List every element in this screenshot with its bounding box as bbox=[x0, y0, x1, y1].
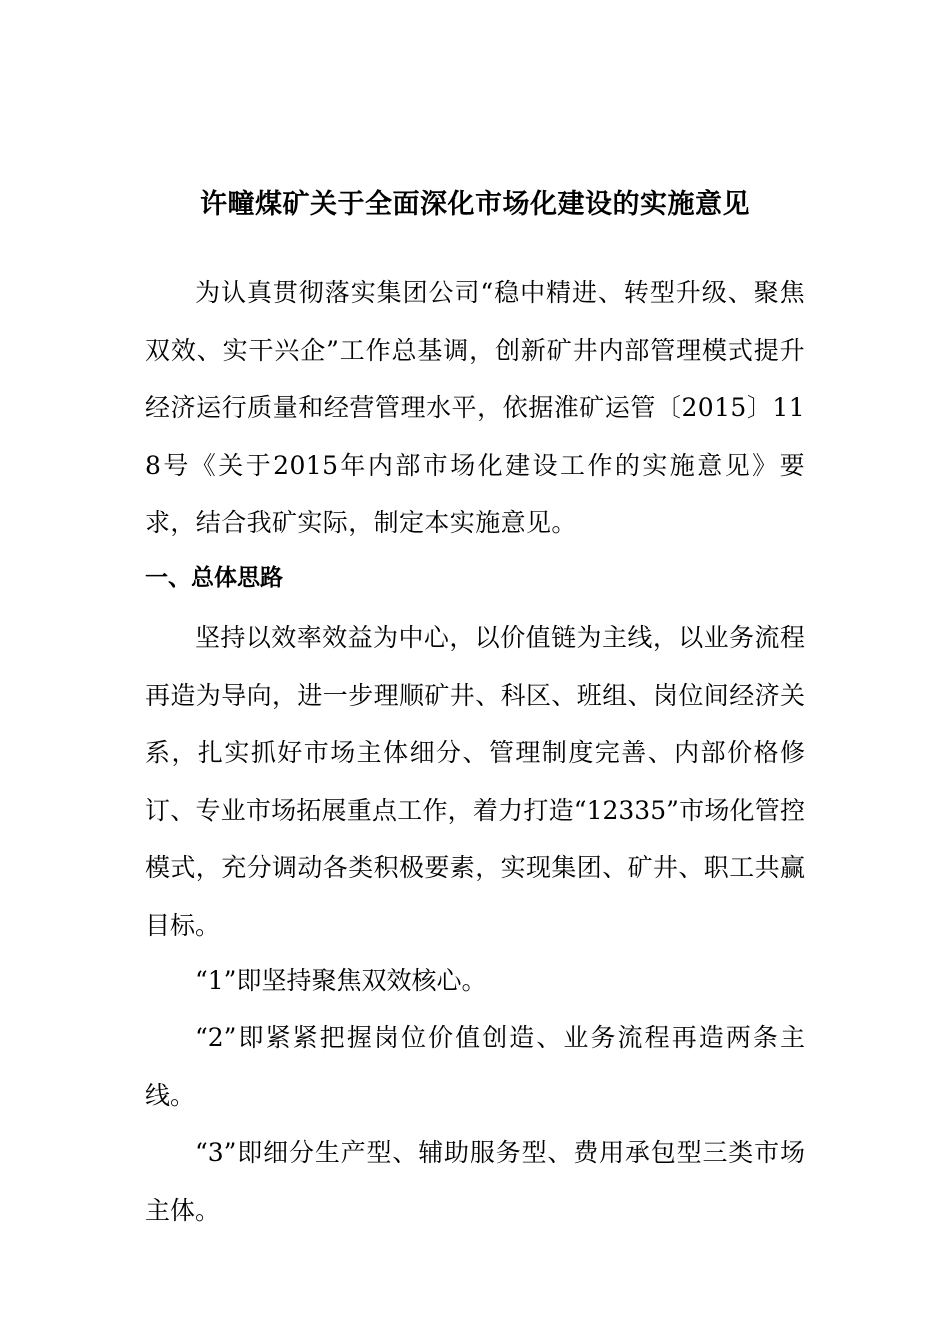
item-paragraph-3: “3”即细分生产型、辅助服务型、费用承包型三类市场主体。 bbox=[145, 1138, 805, 1225]
item-paragraph-2: “2”即紧紧把握岗位价值创造、业务流程再造两条主线。 bbox=[145, 1023, 805, 1110]
intro-paragraph: 为认真贯彻落实集团公司“稳中精进、转型升级、聚焦双效、实干兴企”工作总基调，创新矿井内部管理模式提升经济运行质量和经营管理水平，依据淮矿运管〔2015〕118号《关于2015年内部市场化建设工作的实施意见》要求，结合我矿实际，制定本实施意见。 bbox=[145, 278, 805, 537]
document-title: 许疃煤矿关于全面深化市场化建设的实施意见 bbox=[200, 189, 750, 220]
body-paragraph: 坚持以效率效益为中心，以价值链为主线，以业务流程再造为导向，进一步理顺矿井、科区、班组、岗位间经济关系，扎实抓好市场主体细分、管理制度完善、内部价格修订、专业市场拓展重点工作，着力打造“12335”市场化管控模式，充分调动各类积极要素，实现集团、矿井、职工共赢目标。 bbox=[145, 623, 805, 940]
section-heading: 一、总体思路 bbox=[145, 565, 283, 591]
item-paragraph-1: “1”即坚持聚焦双效核心。 bbox=[195, 966, 487, 995]
